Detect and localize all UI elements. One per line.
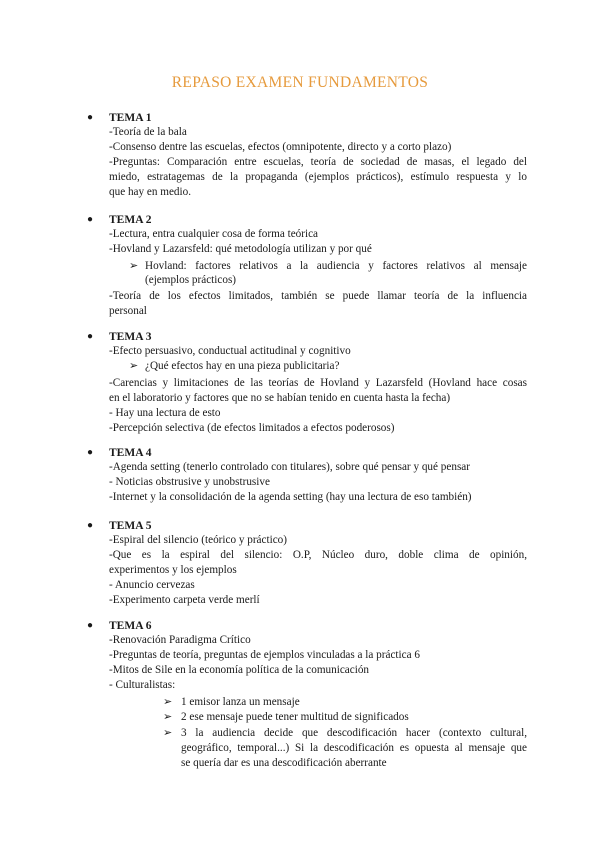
text-line: se quería dar es una descodificación aberrante [181, 757, 387, 769]
arrow-bullet-icon: ➢ [163, 711, 173, 723]
text-line: 2 ese mensaje puede tener multitud de significados [181, 711, 409, 723]
text-line: Hovland: factores relativos a la audiencia y factores relativos al mensaje [145, 260, 527, 272]
bullet-icon: ● [87, 520, 94, 531]
text-line: - Hay una lectura de esto [109, 407, 221, 419]
section-heading: TEMA 4 [109, 447, 152, 459]
section-heading: TEMA 2 [109, 214, 152, 226]
text-line: (ejemplos prácticos) [145, 274, 237, 286]
text-line: -Que es la espiral del silencio: O.P, Núcleo duro, doble clima de opinión, [109, 549, 527, 561]
section-heading: TEMA 3 [109, 331, 152, 343]
text-line: 3 la audiencia decide que descodificación hacer (contexto cultural, [181, 727, 527, 739]
text-line: personal [109, 305, 147, 317]
bullet-icon: ● [87, 214, 94, 225]
text-line: -Consenso dentre las escuelas, efectos (omnipotente, directo y a corto plazo) [109, 141, 452, 153]
text-line: -Efecto persuasivo, conductual actitudinal y cognitivo [109, 345, 351, 357]
text-line: -Agenda setting (tenerlo controlado con titulares), sobre qué pensar y qué pensar [109, 461, 470, 473]
text-line: -Preguntas: Comparación entre escuelas, teoría de sociedad de masas, el legado del [109, 156, 527, 168]
text-line: -Preguntas de teoría, preguntas de ejemplos vinculadas a la práctica 6 [109, 649, 420, 661]
text-line: -Espiral del silencio (teórico y práctico) [109, 534, 287, 546]
arrow-bullet-icon: ➢ [163, 727, 173, 739]
text-line: ¿Qué efectos hay en una pieza publicitaria? [145, 360, 340, 372]
text-line: miedo, estratagemas de la propaganda (ejemplos prácticos), estímulo respuesta y lo [109, 171, 527, 183]
bullet-icon: ● [87, 331, 94, 342]
bullet-icon: ● [87, 620, 94, 631]
text-line: -Renovación Paradigma Crítico [109, 634, 251, 646]
text-line: -Percepción selectiva (de efectos limitados a efectos poderosos) [109, 422, 395, 434]
text-line: -Carencias y limitaciones de las teorías de Hovland y Lazarsfeld (Hovland hace cosas [109, 377, 527, 389]
text-line: -Teoría de los efectos limitados, también se puede llamar teoría de la influencia [109, 290, 527, 302]
section-heading: TEMA 5 [109, 520, 152, 532]
text-line: - Culturalistas: [109, 679, 176, 691]
text-line: -Experimento carpeta verde merlí [109, 594, 260, 606]
arrow-bullet-icon: ➢ [129, 360, 139, 372]
text-line: -Teoría de la bala [109, 126, 187, 138]
text-line: experimentos y los ejemplos [109, 564, 237, 576]
text-line: geográfico, temporal...) Si la descodificación es opuesta al mensaje que [181, 742, 527, 754]
text-line: - Anuncio cervezas [109, 579, 195, 591]
text-line: en el laboratorio y factores que no se habían tenido en cuenta hasta la fecha) [109, 392, 451, 404]
section-heading: TEMA 6 [109, 620, 152, 632]
page-title: REPASO EXAMEN FUNDAMENTOS [171, 74, 429, 91]
text-line: -Lectura, entra cualquier cosa de forma teórica [109, 228, 319, 240]
section-heading: TEMA 1 [109, 112, 152, 124]
text-line: -Internet y la consolidación de la agenda setting (hay una lectura de eso también) [109, 491, 472, 503]
arrow-bullet-icon: ➢ [129, 260, 139, 272]
bullet-icon: ● [87, 112, 94, 123]
arrow-bullet-icon: ➢ [163, 696, 173, 708]
text-line: que hay en medio. [109, 186, 192, 198]
text-line: -Mitos de Sile en la economía política de la comunicación [109, 664, 370, 676]
text-line: 1 emisor lanza un mensaje [181, 696, 300, 708]
text-line: -Hovland y Lazarsfeld: qué metodología utilizan y por qué [109, 243, 372, 255]
bullet-icon: ● [87, 447, 94, 458]
text-line: - Noticias obstrusive y unobstrusive [109, 476, 270, 488]
